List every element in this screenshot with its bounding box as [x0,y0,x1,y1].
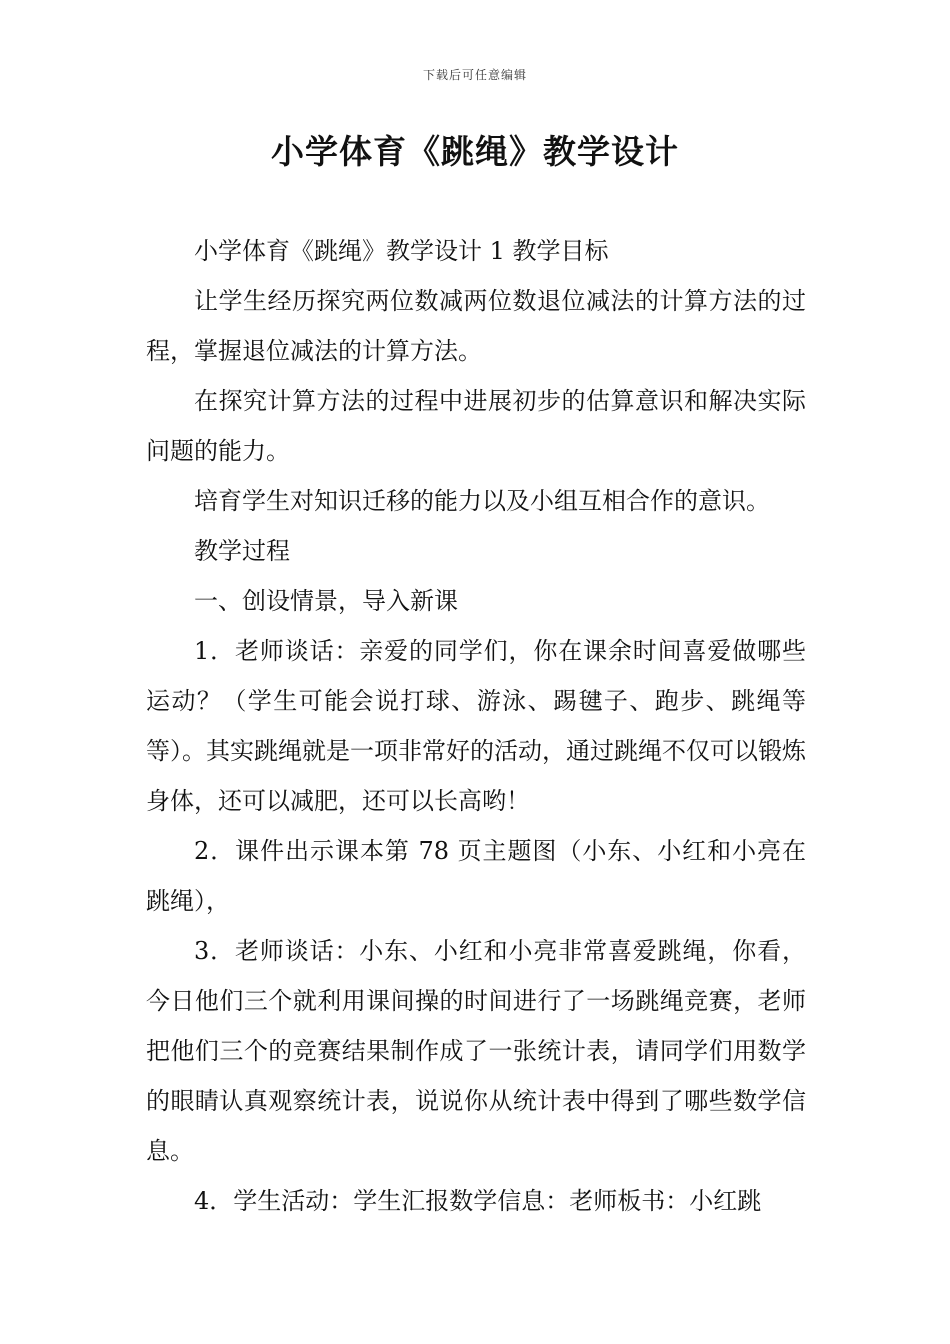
paragraph: 1．老师谈话：亲爱的同学们，你在课余时间喜爱做哪些运动？（学生可能会说打球、游泳、踢毽子、跑步、跳绳等等）。其实跳绳就是一项非常好的活动，通过跳绳不仅可以锻炼身体，还可以减肥，还可以长高哟！ [146,637,806,815]
paragraph: 在探究计算方法的过程中进展初步的估算意识和解决实际问题的能力。 [146,387,806,465]
paragraph: 一、创设情景，导入新课 [194,587,458,615]
document-title: 小学体育《跳绳》教学设计 [271,132,679,171]
header-note: 下载后可任意编辑 [422,68,527,82]
paragraph: 小学体育《跳绳》教学设计 1 教学目标 [194,237,609,265]
paragraph: 教学过程 [194,537,290,565]
paragraph: 培育学生对知识迁移的能力以及小组互相合作的意识。 [194,487,770,515]
document-body [146,226,806,1226]
paragraph: 4．学生活动：学生汇报数学信息：老师板书：小红跳 [194,1187,762,1215]
paragraph: 让学生经历探究两位数减两位数退位减法的计算方法的过程，掌握退位减法的计算方法。 [146,287,806,365]
paragraph: 3．老师谈话：小东、小红和小亮非常喜爱跳绳，你看，今日他们三个就利用课间操的时间进行了一场跳绳竞赛，老师把他们三个的竞赛结果制作成了一张统计表，请同学们用数学的眼睛认真观察统计表，说说你从统计表中得到了哪些数学信息。 [146,937,806,1165]
paragraph: 2．课件出示课本第 78 页主题图（小东、小红和小亮在跳绳）， [146,837,806,915]
